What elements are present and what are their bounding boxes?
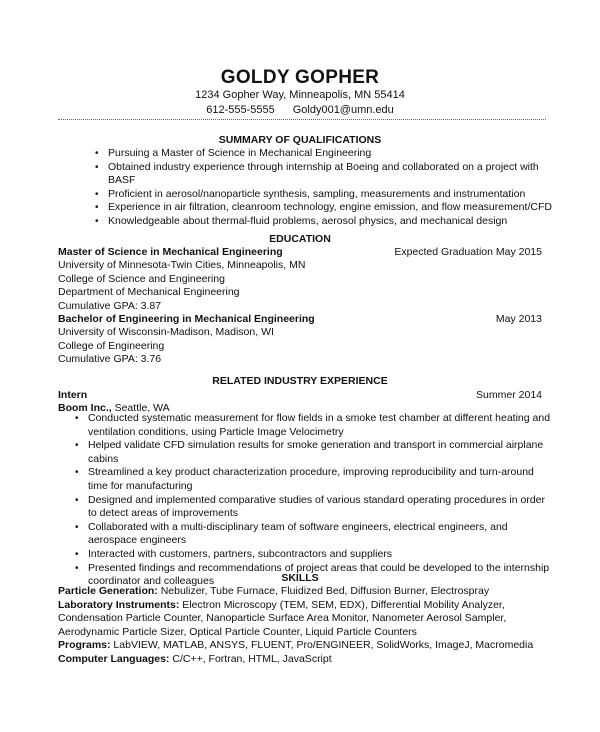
college: College of Engineering bbox=[58, 339, 165, 352]
skills-heading: SKILLS bbox=[281, 572, 319, 584]
experience-list bbox=[74, 412, 552, 589]
list-item: • Conducted systematic measurement for flow fields in a smoke test chamber at different heating and ventilation conditions, using Particle Image Velocimetry bbox=[74, 412, 552, 439]
summary-list bbox=[94, 147, 554, 229]
list-item: • Helped validate CFD simulation results for smoke generation and transport in commercial airplane cabins bbox=[74, 439, 552, 466]
address: 1234 Gopher Way, Minneapolis, MN 55414 bbox=[195, 89, 405, 101]
skill-row bbox=[58, 639, 548, 653]
company-location: Seattle, WA bbox=[111, 402, 170, 414]
skill-label: Particle Generation: bbox=[58, 585, 158, 597]
skill-label: Programs: bbox=[58, 639, 111, 652]
institution: University of Minnesota-Twin Cities, Minneapolis, MN bbox=[58, 259, 306, 271]
skill-label: Computer Languages: bbox=[58, 652, 170, 665]
skills-list bbox=[58, 585, 548, 667]
phone: 612-555-5555 bbox=[206, 104, 275, 116]
college: College of Science and Engineering bbox=[58, 272, 225, 285]
skill-text: Electron Microscopy (TEM, SEM, EDX), Differential Mobility Analyzer, Condensation Particle Counter, Nanoparticle Surface Area Monitor, Nanometer Aerosol Sampler, Aerodynamic Particle Sizer, Optical Particle Counter, Liquid Particle Counters bbox=[58, 598, 507, 638]
degree-details bbox=[58, 259, 305, 313]
email-link[interactable]: Goldy001@umn.edu bbox=[292, 104, 394, 116]
degree-date: May 2013 bbox=[495, 313, 542, 325]
gpa: Cumulative GPA: 3.87 bbox=[58, 299, 162, 312]
list-item: • Obtained industry experience through internship at Boeing and collaborated on a project with BASF bbox=[94, 161, 554, 188]
list-item: • Pursuing a Master of Science in Mechanical Engineering bbox=[94, 147, 554, 161]
list-item: • Streamlined a key product characterization procedure, improving reproducibility and turn-around time for manufacturing bbox=[74, 466, 552, 493]
skill-text: Nebulizer, Tube Furnace, Fluidized Bed, Diffusion Burner, Electrospray bbox=[157, 585, 490, 597]
degree-title: Bachelor of Engineering in Mechanical Engineering bbox=[58, 313, 315, 325]
list-item: • Presented findings and recommendations of project areas that could be developed to the internship coordinator and colleagues bbox=[74, 562, 552, 589]
company-name: Boom Inc., bbox=[58, 402, 112, 414]
applicant-name: GOLDY GOPHER bbox=[220, 67, 380, 88]
list-item: • Collaborated with a multi-disciplinary team of software engineers, electrical engineers, and aerospace engineers bbox=[74, 521, 552, 548]
education-heading: EDUCATION bbox=[269, 233, 331, 245]
summary-heading: SUMMARY OF QUALIFICATIONS bbox=[218, 134, 382, 146]
list-item: • Proficient in aerosol/nanoparticle synthesis, sampling, measurements and instrumentation bbox=[94, 188, 554, 202]
list-item: • Designed and implemented comparative studies of various standard operating procedures in order to detect areas of improvements bbox=[74, 494, 552, 521]
job-role: Intern bbox=[58, 389, 88, 401]
experience-heading: RELATED INDUSTRY EXPERIENCE bbox=[212, 375, 388, 387]
skill-row bbox=[58, 599, 548, 640]
skill-row bbox=[58, 653, 548, 667]
degree-date: Expected Graduation May 2015 bbox=[394, 246, 542, 258]
contact-line bbox=[0, 104, 600, 116]
skill-text: LabVIEW, MATLAB, ANSYS, FLUENT, Pro/ENGINEER, SolidWorks, ImageJ, Macromedia bbox=[110, 639, 534, 652]
list-item: • Interacted with customers, partners, subcontractors and suppliers bbox=[74, 548, 552, 562]
header-divider bbox=[58, 119, 546, 120]
skill-label: Laboratory Instruments: bbox=[58, 598, 180, 611]
job-date: Summer 2014 bbox=[476, 389, 542, 401]
gpa: Cumulative GPA: 3.76 bbox=[58, 353, 162, 366]
department: Department of Mechanical Engineering bbox=[58, 286, 240, 299]
institution: University of Wisconsin-Madison, Madison, WI bbox=[58, 326, 274, 338]
list-item: • Experience in air filtration, cleanroom technology, engine emission, and flow measurement/CFD bbox=[94, 201, 554, 215]
skill-text: C/C++, Fortran, HTML, JavaScript bbox=[169, 652, 332, 665]
list-item: • Knowledgeable about thermal-fluid problems, aerosol physics, and mechanical design bbox=[94, 215, 554, 229]
degree-title: Master of Science in Mechanical Engineering bbox=[58, 246, 283, 258]
degree-details bbox=[58, 326, 274, 367]
skill-row bbox=[58, 585, 548, 599]
